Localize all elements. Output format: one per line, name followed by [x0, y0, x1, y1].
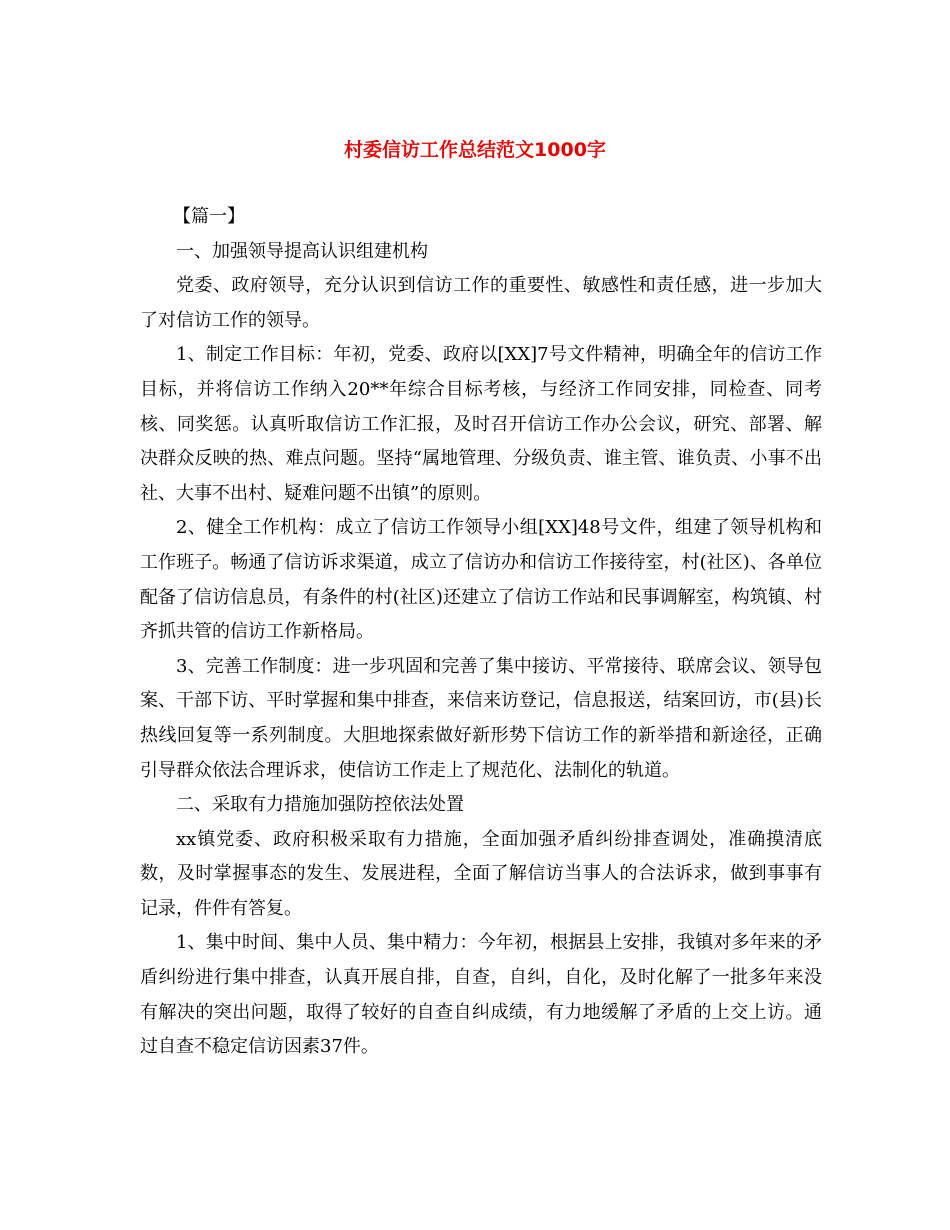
heading-2: 二、采取有力措施加强防控依法处置: [176, 794, 464, 816]
heading-1: 一、加强领导提高认识组建机构: [176, 240, 428, 262]
document-title: 村委信访工作总结范文1000字: [344, 139, 606, 161]
paragraph-6: 1、集中时间、集中人员、集中精力：今年初，根据县上安排，我镇对多年来的矛盾纠纷进行集中排查，认真开展自排，自查，自纠，自化，及时化解了一批多年来没有解决的突出问题，取得了较好的自查自纠成绩，有力地缓解了矛盾的上交上访。通过自查不稳定信访因素37件。: [140, 932, 822, 1058]
paragraph-4: 3、完善工作制度：进一步巩固和完善了集中接访、平常接待、联席会议、领导包案、干部下访、平时掌握和集中排查，来信来访登记，信息报送，结案回访，市(县)长热线回复等一系列制度。大胆地探索做好新形势下信访工作的新举措和新途径，正确引导群众依法合理诉求，使信访工作走上了规范化、法制化的轨道。: [140, 655, 822, 781]
paragraph-5: xx镇党委、政府积极采取有力措施，全面加强矛盾纠纷排查调处，准确摸清底数，及时掌握事态的发生、发展进程，全面了解信访当事人的合法诉求，做到事事有记录，件件有答复。: [140, 828, 822, 919]
document-body: [140, 200, 822, 1065]
section-label: 【篇一】: [173, 206, 245, 227]
paragraph-1: 党委、政府领导，充分认识到信访工作的重要性、敏感性和责任感，进一步加大了对信访工作的领导。: [140, 275, 822, 331]
paragraph-2: 1、制定工作目标：年初，党委、政府以[XX]7号文件精神，明确全年的信访工作目标，并将信访工作纳入20**年综合目标考核，与经济工作同安排，同检查、同考核、同奖惩。认真听取信访工作汇报，及时召开信访工作办公会议，研究、部署、解决群众反映的热、难点问题。坚持“属地管理、分级负责、谁主管、谁负责、小事不出社、大事不出村、疑难问题不出镇”的原则。: [140, 344, 822, 504]
paragraph-3: 2、健全工作机构：成立了信访工作领导小组[XX]48号文件，组建了领导机构和工作班子。畅通了信访诉求渠道，成立了信访办和信访工作接待室，村(社区)、各单位配备了信访信息员，有条件的村(社区)还建立了信访工作站和民事调解室，构筑镇、村齐抓共管的信访工作新格局。: [140, 517, 822, 643]
